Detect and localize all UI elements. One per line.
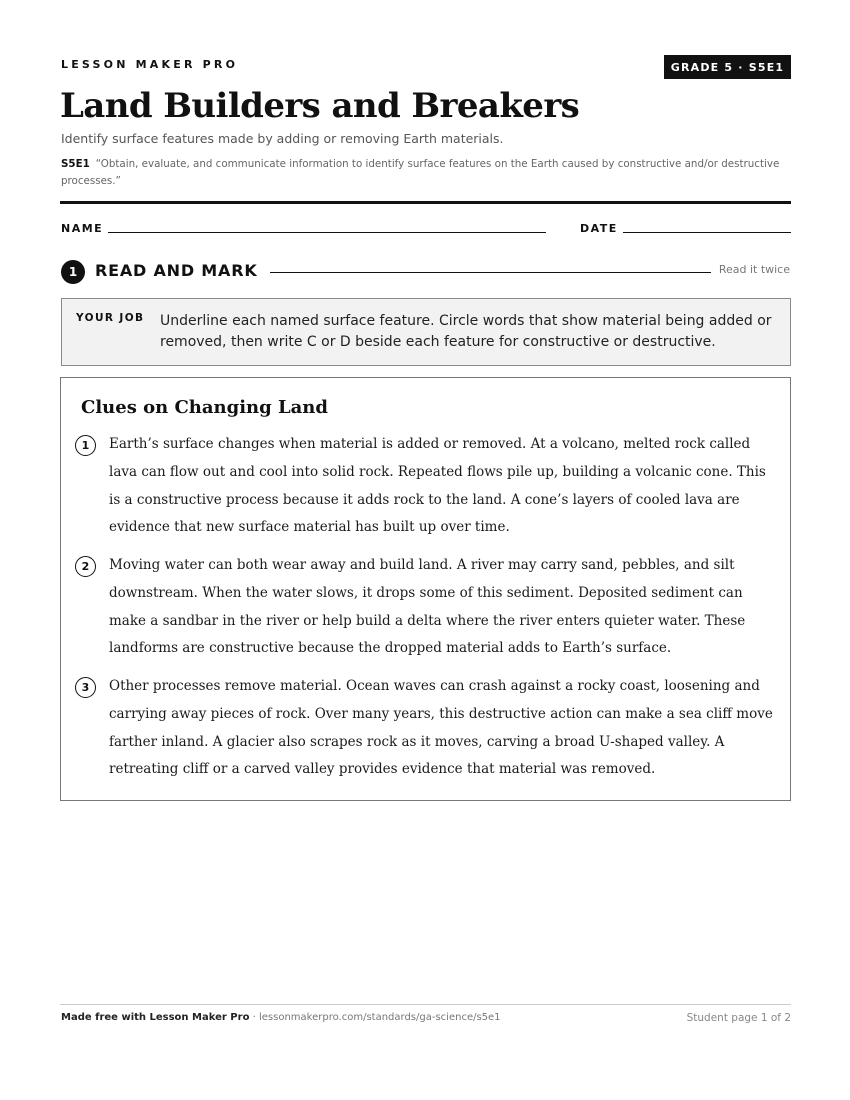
date-field[interactable] [623,232,791,233]
page-indicator: Student page 1 of 2 [686,1012,791,1024]
date-label: DATE [580,222,618,235]
instructions-box [61,298,791,366]
passage-title: Clues on Changing Land [81,397,328,418]
reading-passage [60,377,791,801]
footer-url[interactable]: lessonmakerpro.com/standards/ga-science/s5e1 [258,1012,501,1023]
paragraph-text[interactable]: Earth’s surface changes when material is added or removed. At a volcano, melted rock called lava can flow out and cool into solid rock. Repeated flows pile up, building a volcanic cone. This is a constructive process because it adds rock to the land. A cone’s layers of cooled lava are evidence that new surface material has built up over time. [109,436,766,536]
paragraph-number-badge: 3 [75,677,96,698]
footer-divider [60,1004,791,1005]
header-divider [60,201,791,204]
section-number-badge: 1 [61,260,85,284]
paragraph-number-badge: 2 [75,556,96,577]
name-label: NAME [61,222,104,235]
worksheet-title: Land Builders and Breakers [60,86,580,126]
section-title: READ AND MARK [95,261,258,280]
worksheet-subtitle: Identify surface features made by adding or removing Earth materials. [61,131,504,146]
section-divider [270,272,711,273]
standard-text: “Obtain, evaluate, and communicate information to identify surface features on the Earth caused by constructive and/or destructive processes.” [61,158,780,187]
paragraph-text[interactable]: Other processes remove material. Ocean waves can crash against a rocky coast, loosening and carrying away pieces of rock. Over many years, this destructive action can make a sea cliff move farther inland. A glacier also scrapes rock as it moves, carving a broad U-shaped valley. A retreating cliff or a carved valley provides evidence that material was removed. [109,678,773,778]
footer-separator: · [249,1012,259,1023]
paragraph-text[interactable]: Moving water can both wear away and build land. A river may carry sand, pebbles, and silt downstream. When the water slows, it drops some of this sediment. Deposited sediment can make a sandbar in the river or help build a delta where the river enters quieter water. These landforms are constructive because the dropped material adds to Earth’s surface. [109,557,746,657]
standard-code: S5E1 [61,158,90,170]
footer-credit [61,1012,501,1023]
paragraph-number-badge: 1 [75,435,96,456]
instructions-label: YOUR JOB [76,312,145,324]
grade-badge: GRADE 5 · S5E1 [664,55,791,79]
standard-statement [61,156,781,190]
instructions-text: Underline each named surface feature. Circle words that show material being added or removed, then write C or D beside each feature for constructive or destructive. [160,313,772,350]
footer-made-with: Made free with Lesson Maker Pro [61,1012,250,1023]
name-field[interactable] [108,232,546,233]
brand-name: LESSON MAKER PRO [61,58,239,71]
section-hint: Read it twice [718,263,790,276]
